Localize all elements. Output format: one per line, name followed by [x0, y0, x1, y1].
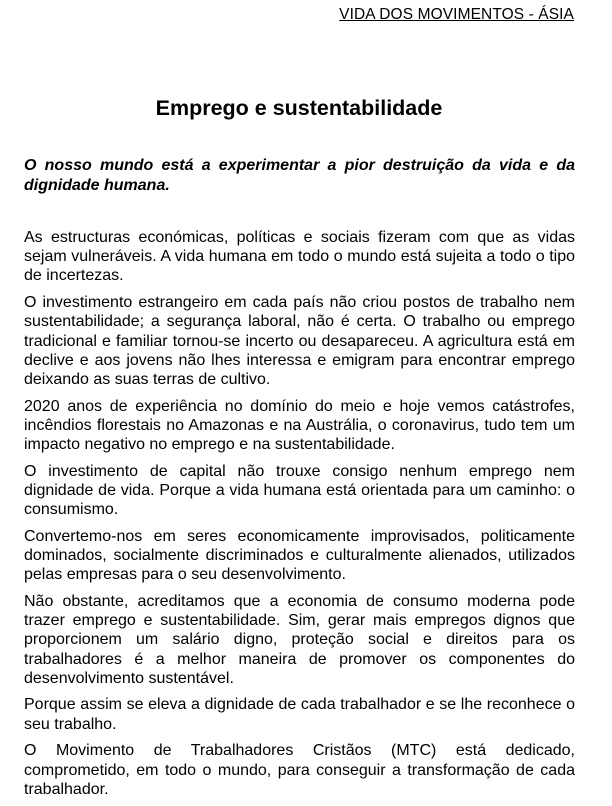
- paragraph: O investimento de capital não trouxe consigo nenhum emprego nem dignidade de vida. Porque a vida humana está orientada para um caminho: o consumismo.: [24, 462, 575, 519]
- paragraph: Não obstante, acreditamos que a economia de consumo moderna pode trazer emprego e sustentabilidade. Sim, gerar mais empregos dignos que proporcionem um salário digno, proteção social e direitos para os trabalhadores é a melhor maneira de promover os componentes do desenvolvimento sustentável.: [24, 592, 575, 687]
- article-lead: O nosso mundo está a experimentar a pior destruição da vida e da dignidade humana.: [24, 157, 575, 194]
- paragraph: Porque assim se eleva a dignidade de cada trabalhador e se lhe reconhece o seu trabalho.: [24, 696, 575, 733]
- paragraph: 2020 anos de experiência no domínio do meio e hoje vemos catástrofes, incêndios florestais no Amazonas e na Austrália, o coronavirus, tudo tem um impacto negativo no emprego e na sustentabilidade.: [24, 397, 575, 454]
- paragraph: O investimento estrangeiro em cada país não criou postos de trabalho nem sustentabilidade; a segurança laboral, não é certa. O trabalho ou emprego tradicional e familiar tornou-se incerto ou desapareceu. A agricultura está em declive e aos jovens não lhes interessa e emigram para encontrar emprego deixando as suas terras de cultivo.: [24, 294, 575, 388]
- running-header: VIDA DOS MOVIMENTOS - ÁSIA: [339, 6, 574, 23]
- paragraph: As estructuras económicas, políticas e sociais fizeram com que as vidas sejam vulneráveis. A vida humana em todo o mundo está sujeita a todo o tipo de incertezas.: [24, 229, 575, 285]
- article-title: Emprego e sustentabilidade: [155, 96, 443, 120]
- paragraph: Convertemo-nos em seres economicamente improvisados, politicamente dominados, socialmente discriminados e culturalmente alienados, utilizados pelas empresas para o seu desenvolvimento.: [24, 527, 575, 584]
- paragraph: O Movimento de Trabalhadores Cristãos (MTC) está dedicado, comprometido, em todo o mundo, para conseguir a transformação de cada trabalhador.: [24, 742, 575, 798]
- article-body: [24, 228, 575, 806]
